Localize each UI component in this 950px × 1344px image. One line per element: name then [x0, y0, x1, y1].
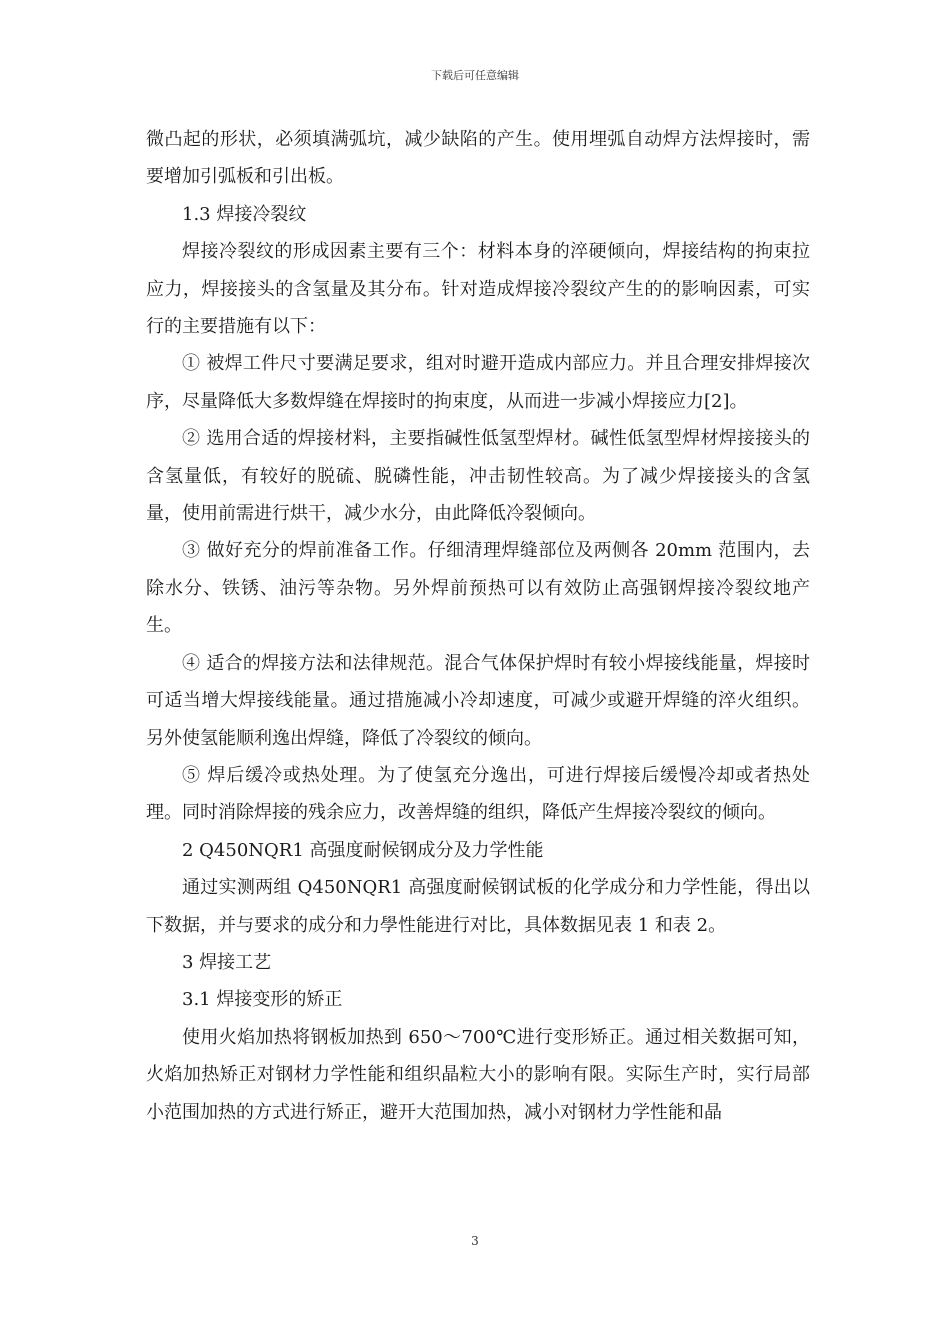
list-item-3: ③ 做好充分的焊前准备工作。仔细清理焊缝部位及两侧各 20mm 范围内，去除水分、铁锈、油污等杂物。另外焊前预热可以有效防止高强钢焊接冷裂纹地产生。	[146, 540, 810, 637]
section-heading-3: 3 焊接工艺	[182, 951, 272, 973]
paragraph-test-data: 通过实测两组 Q450NQR1 高强度耐候钢试板的化学成分和力学性能，得出以下数据，并与要求的成分和力學性能进行对比，具体数据见表 1 和表 2。	[146, 877, 810, 936]
document-body	[146, 121, 810, 1131]
paragraph-continuation: 微凸起的形状，必须填满弧坑，减少缺陷的产生。使用埋弧自动焊方法焊接时，需要增加引弧板和引出板。	[146, 129, 810, 188]
section-heading-3-1: 3.1 焊接变形的矫正	[182, 989, 343, 1011]
paragraph-cold-crack-factors: 焊接冷裂纹的形成因素主要有三个：材料本身的淬硬倾向，焊接结构的拘束拉应力，焊接接头的含氢量及其分布。针对造成焊接冷裂纹产生的的影响因素，可实行的主要措施有以下：	[146, 241, 810, 338]
section-heading-2: 2 Q450NQR1 高强度耐候钢成分及力学性能	[182, 839, 544, 861]
list-item-1: ① 被焊工件尺寸要满足要求，组对时避开造成内部应力。并且合理安排焊接次序，尽量降低大多数焊缝在焊接时的拘束度，从而进一步减小焊接应力[2]。	[146, 353, 810, 412]
list-item-4: ④ 适合的焊接方法和法律规范。混合气体保护焊时有较小焊接线能量，焊接时可适当增大焊接线能量。通过措施减小冷却速度，可减少或避开焊缝的淬火组织。另外使氢能顺利逸出焊缝，降低了冷裂纹的倾向。	[146, 652, 810, 749]
list-item-2: ② 选用合适的焊接材料，主要指碱性低氢型焊材。碱性低氢型焊材焊接接头的含氢量低，有较好的脱硫、脱磷性能，冲击韧性较高。为了减少焊接接头的含氢量，使用前需进行烘干，减少水分，由此降低冷裂倾向。	[146, 428, 810, 525]
section-heading-1-3: 1.3 焊接冷裂纹	[182, 203, 307, 225]
page-header: 下载后可任意编辑	[431, 69, 519, 82]
paragraph-flame-correction: 使用火焰加热将钢板加热到 650～700℃进行变形矫正。通过相关数据可知，火焰加热矫正对钢材力学性能和组织晶粒大小的影响有限。实际生产时，实行局部小范围加热的方式进行矫正，避开大范围加热，减小对钢材力学性能和晶	[146, 1026, 810, 1123]
page-number: 3	[471, 1234, 479, 1248]
list-item-5: ⑤ 焊后缓冷或热处理。为了使氢充分逸出，可进行焊接后缓慢冷却或者热处理。同时消除焊接的残余应力，改善焊缝的组织，降低产生焊接冷裂纹的倾向。	[146, 764, 810, 824]
